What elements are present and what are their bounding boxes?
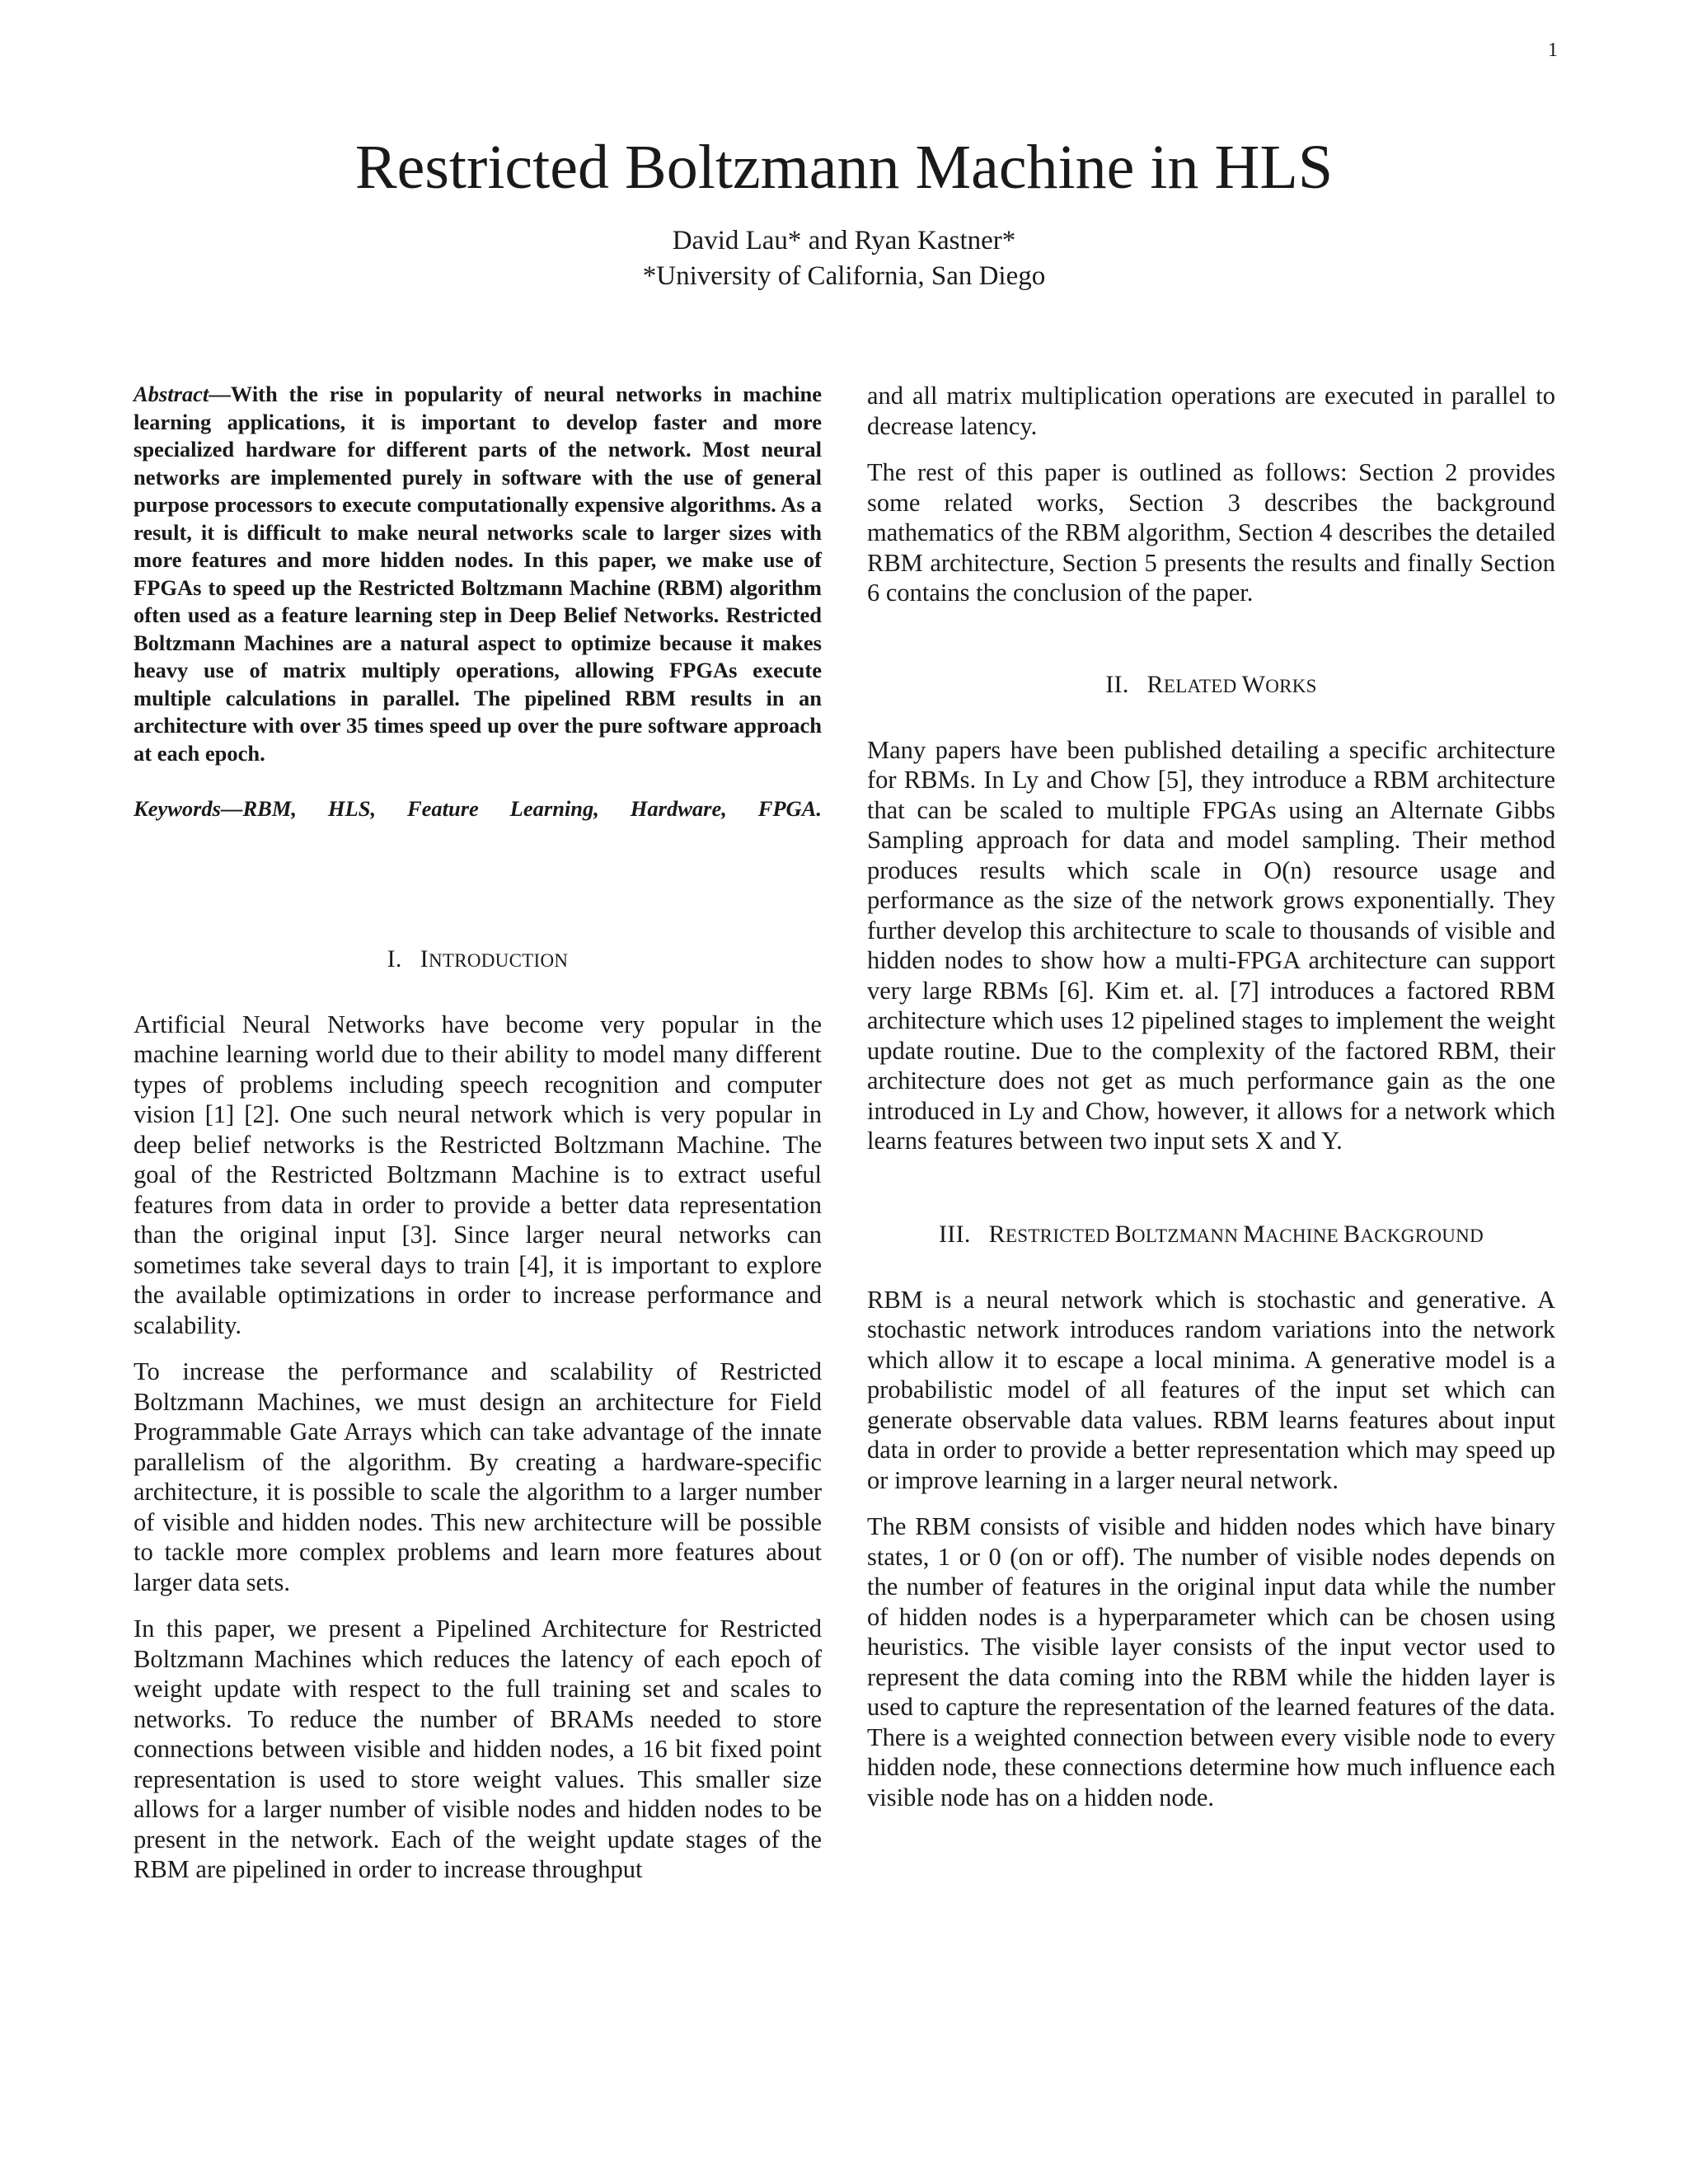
section-title-part: R <box>988 1220 1006 1248</box>
paragraph: The rest of this paper is outlined as follows: Section 2 provides some related works, Section 3 describes the background mathematics of the RBM algorithm, Section 4 describes the detailed RBM architecture, Section 5 presents the results and finally Section 6 contains the conclusion of the paper. <box>867 458 1555 607</box>
section-heading-rbm-background <box>867 1221 1555 1249</box>
left-column <box>134 381 822 1885</box>
paragraph: Artificial Neural Networks have become very popular in the machine learning world due to their ability to model many different types of problems including speech recognition and computer vision [1] [2]. One such neural network which is very popular in deep belief networks is the Restricted Boltzmann Machine. The goal of the Restricted Boltzmann Machine is to extract useful features from data in order to provide a better data representation than the original input [3]. Since larger neural networks can sometimes take several days to train [4], it is important to explore the available optimizations in order to increase performance and scalability. <box>134 1010 822 1339</box>
section-title-part: OLTZMANN <box>1131 1225 1244 1246</box>
title-block <box>0 132 1688 294</box>
section-title-part: R <box>1146 670 1164 698</box>
section-numeral: I. <box>387 944 402 972</box>
authors: David Lau* and Ryan Kastner* <box>672 226 1016 256</box>
section-numeral: III. <box>939 1220 971 1248</box>
paragraph: In this paper, we present a Pipelined Architecture for Restricted Boltzmann Machines which reduces the latency of each epoch of weight update with respect to the full training set and scales to networks. To reduce the number of BRAMs needed to store connections between visible and hidden nodes, a 16 bit fixed point representation is used to store weight values. This smaller size allows for a larger number of visible nodes and hidden nodes to be present in the network. Each of the weight update stages of the RBM are pipelined in order to increase throughput <box>134 1615 822 1883</box>
paper-title: Restricted Boltzmann Machine in HLS <box>354 133 1334 202</box>
section-title-part: B <box>1343 1220 1361 1248</box>
section-title-part: ACHINE <box>1265 1225 1344 1246</box>
section-title-part: ORKS <box>1265 675 1317 696</box>
paragraph: and all matrix multiplication operations are executed in parallel to decrease latency. <box>867 382 1555 440</box>
section-title-part: W <box>1241 670 1266 698</box>
section-heading-introduction <box>134 945 822 973</box>
section-heading-related-works <box>867 671 1555 699</box>
abstract-lead: Abstract <box>134 382 209 406</box>
section-title-part: M <box>1243 1220 1266 1248</box>
keywords: Keywords—RBM, HLS, Feature Learning, Hardware, FPGA. <box>134 796 822 821</box>
section-numeral: II. <box>1105 670 1129 698</box>
abstract <box>134 381 822 767</box>
page-number: 1 <box>1548 40 1558 61</box>
section-title-part: ELATED <box>1163 675 1242 696</box>
section-title-part: B <box>1114 1220 1132 1248</box>
section-title-part: ESTRICTED <box>1005 1225 1115 1246</box>
section-title-part: I <box>420 944 429 972</box>
paragraph: The RBM consists of visible and hidden nodes which have binary states, 1 or 0 (on or off). The number of visible nodes depends on the number of features in the original input data while the number of hidden nodes is a hyperparameter which can be chosen using heuristics. The visible layer consists of the input vector used to represent the data coming into the RBM while the hidden layer is used to capture the representation of the learned features of the data. There is a weighted connection between every visible node to every hidden node, these connections determine how much influence each visible node has on a hidden node. <box>867 1512 1555 1811</box>
paragraph: Many papers have been published detailing a specific architecture for RBMs. In Ly and Chow [5], they introduce a RBM architecture that can be scaled to multiple FPGAs using an Alternate Gibbs Sampling approach for data and model sampling. Their method produces results which scale in O(n) resource usage and performance as the size of the network grows exponentially. They further develop this architecture to scale to thousands of visible and hidden nodes to show how a multi-FPGA architecture can support very large RBMs [6]. Kim et. al. [7] introduces a factored RBM architecture which uses 12 pipelined stages to implement the weight update routine. Due to the complexity of the factored RBM, their architecture does not get as much performance gain as the one introduced in Ly and Chow, however, it allows for a network which learns features between two input sets X and Y. <box>867 735 1555 1155</box>
section-title-part: NTRODUCTION <box>428 949 569 971</box>
affiliation: *University of California, San Diego <box>642 261 1046 292</box>
paragraph: To increase the performance and scalability of Restricted Boltzmann Machines, we must design an architecture for Field Programmable Gate Arrays which can take advantage of the innate parallelism of the algorithm. By creating a hardware-specific architecture, it is possible to scale the algorithm to a larger number of visible and hidden nodes. This new architecture will be possible to tackle more complex problems and learn more features about larger data sets. <box>134 1357 822 1596</box>
paragraph: RBM is a neural network which is stochastic and generative. A stochastic network introduces random variations into the network which allow it to escape a local minima. A generative model is a probabilistic model of all features of the input set which can generate observable data values. RBM learns features about input data in order to provide a better representation which may speed up or improve learning in a larger neural network. <box>867 1285 1555 1494</box>
right-column <box>867 381 1555 1812</box>
abstract-text: —With the rise in popularity of neural networks in machine learning applications, it is important to develop faster and more specialized hardware for different parts of the network. Most neural networks are implemented purely in software with the use of general purpose processors to execute computationally expensive algorithms. As a result, it is difficult to make neural networks scale to larger sizes with more features and more hidden nodes. In this paper, we make use of FPGAs to speed up the Restricted Boltzmann Machine (RBM) algorithm often used as a feature learning step in Deep Belief Networks. Restricted Boltzmann Machines are a natural aspect to optimize because it makes heavy use of matrix multiply operations, allowing FPGAs execute multiple calculations in parallel. The pipelined RBM results in an architecture with over 35 times speed up over the pure software approach at each epoch. <box>134 382 822 766</box>
section-title-part: ACKGROUND <box>1360 1225 1484 1246</box>
